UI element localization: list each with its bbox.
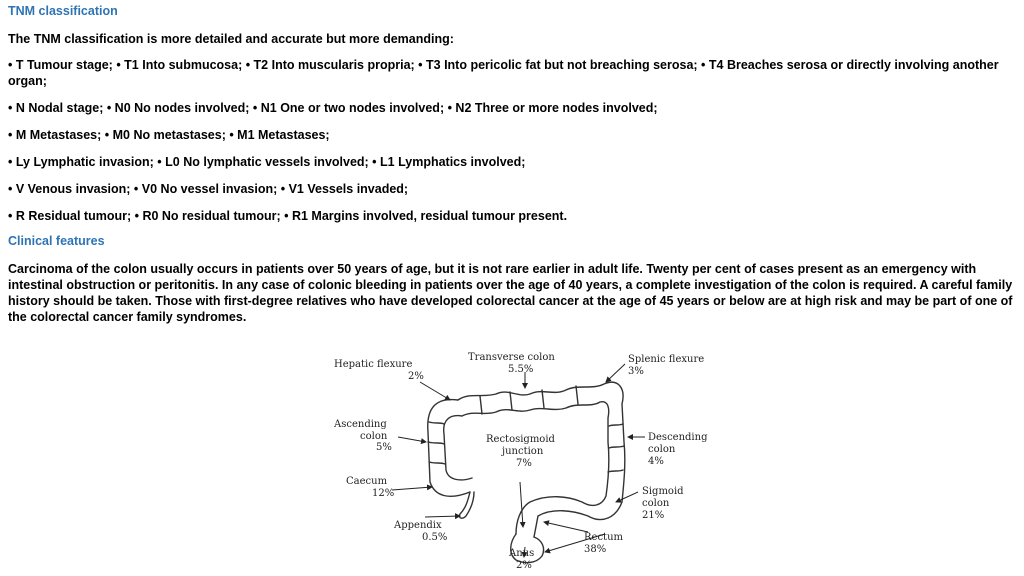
label-caecum-pct: 12%: [372, 488, 395, 499]
label-caecum: Caecum: [346, 476, 388, 487]
label-descending-2: colon: [648, 444, 676, 455]
label-ascending-1: Ascending: [334, 419, 387, 430]
tnm-item-ly: • Ly Lymphatic invasion; • L0 No lymphatic vessels involved; • L1 Lymphatics involved;: [8, 155, 526, 169]
label-descending-1: Descending: [648, 432, 708, 443]
tnm-item-m: • M Metastases; • M0 No metastases; • M1 Metastases;: [8, 128, 330, 142]
section-heading-clinical: Clinical features: [8, 234, 105, 248]
label-anus-pct: 2%: [516, 560, 532, 571]
label-rectum-pct: 38%: [584, 544, 607, 555]
label-descending-pct: 4%: [648, 456, 664, 467]
label-rectosigmoid-2: junction: [502, 446, 544, 457]
colon-diagram-svg: [320, 342, 735, 572]
label-hepatic-flexure: Hepatic flexure: [334, 359, 413, 370]
label-rectosigmoid-1: Rectosigmoid: [486, 434, 555, 445]
tnm-item-t: • T Tumour stage; • T1 Into submucosa; • T2 Into muscularis propria; • T3 Into pericolic fat but not breaching serosa; • T4 Breaches serosa or directly involving another organ;: [8, 58, 999, 88]
label-rectosigmoid-pct: 7%: [516, 458, 532, 469]
label-ascending-2: colon: [360, 431, 388, 442]
section-heading-tnm: TNM classification: [8, 4, 118, 18]
label-ascending-pct: 5%: [376, 442, 392, 453]
label-anus: Anus: [509, 548, 535, 559]
tnm-item-v: • V Venous invasion; • V0 No vessel invasion; • V1 Vessels invaded;: [8, 182, 409, 196]
label-sigmoid-2: colon: [642, 498, 670, 509]
label-transverse-pct: 5.5%: [508, 364, 534, 375]
label-hepatic-pct: 2%: [408, 371, 424, 382]
tnm-item-n: • N Nodal stage; • N0 No nodes involved; • N1 One or two nodes involved; • N2 Three or more nodes involved;: [8, 101, 658, 115]
label-appendix: Appendix: [394, 520, 442, 531]
label-sigmoid-pct: 21%: [642, 510, 665, 521]
colon-diagram: [320, 342, 735, 572]
clinical-paragraph: Carcinoma of the colon usually occurs in patients over 50 years of age, but it is not rare earlier in adult life. Twenty per cent of cases present as an emergency with intestinal obstruction or peritonitis. In any case of colonic bleeding in patients over the age of 40 years, a complete investigation of the colon is required. A careful family history should be taken. Those with first-degree relatives who have developed colorectal cancer at the age of 45 years or below are at high risk and may be part of one of the colorectal cancer family syndromes.: [8, 262, 1013, 324]
label-splenic-pct: 3%: [628, 366, 644, 377]
label-appendix-pct: 0.5%: [422, 532, 448, 543]
diagram-labels: [333, 352, 708, 571]
tnm-intro: The TNM classification is more detailed and accurate but more demanding:: [8, 32, 454, 46]
label-sigmoid-1: Sigmoid: [642, 486, 684, 497]
label-splenic-flexure: Splenic flexure: [628, 354, 705, 365]
tnm-item-r: • R Residual tumour; • R0 No residual tumour; • R1 Margins involved, residual tumour present.: [8, 209, 568, 223]
label-rectum: Rectum: [584, 532, 623, 543]
label-transverse-colon: Transverse colon: [468, 352, 555, 363]
